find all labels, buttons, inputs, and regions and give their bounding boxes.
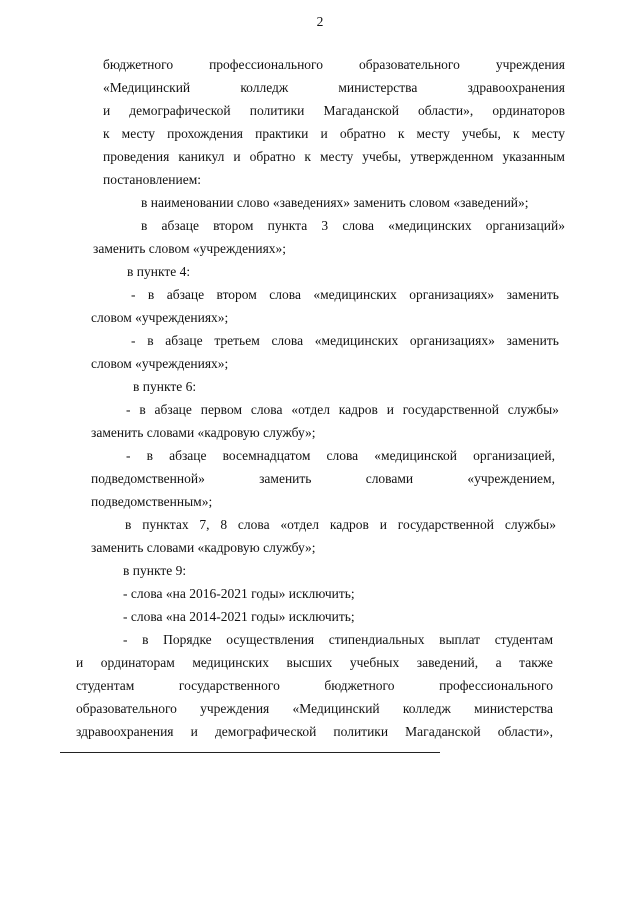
text-line (76, 655, 553, 671)
word: и (76, 655, 84, 670)
text-line: в наименовании слово «заведениях» заменить словом «заведений»; (141, 195, 529, 210)
word: учреждения (200, 701, 270, 716)
word: образовательного (76, 701, 177, 716)
word: «медицинских (313, 287, 397, 302)
word: учебы, (461, 126, 501, 141)
word: здравоохранения (467, 80, 565, 95)
word: осуществления (226, 632, 315, 647)
word: министерства (474, 701, 553, 716)
word: и (320, 126, 328, 141)
word: а (495, 655, 502, 670)
word: практики (255, 126, 309, 141)
text-line (103, 126, 565, 142)
word: пунктах (142, 517, 189, 532)
word: «отдел (291, 402, 330, 417)
word: государственной (397, 517, 495, 532)
word: учебы, (362, 149, 402, 164)
word: месту (531, 126, 565, 141)
word: и (233, 149, 241, 164)
word: слова (271, 333, 304, 348)
word: к (304, 149, 311, 164)
text-line (103, 57, 565, 73)
text-line (103, 103, 565, 119)
word: - (126, 402, 131, 417)
word: кадров (329, 517, 369, 532)
word: организациях» (409, 333, 495, 348)
word: 7, (199, 517, 210, 532)
word: области», (497, 724, 553, 739)
word: абзаце (161, 218, 199, 233)
word: колледж (402, 701, 451, 716)
text-line (103, 80, 565, 96)
word: профессионального (209, 57, 323, 72)
word: втором (213, 218, 254, 233)
word: заменить (506, 287, 559, 302)
word: подведомственной» (91, 471, 205, 486)
word: колледж (240, 80, 289, 95)
text-line (103, 149, 565, 165)
word: кадров (338, 402, 378, 417)
word: «медицинских (314, 333, 399, 348)
word: абзаце (165, 333, 203, 348)
word: Порядке (163, 632, 212, 647)
text-line (76, 701, 553, 717)
word: указанным (502, 149, 565, 164)
word: министерства (338, 80, 418, 95)
word: месту (121, 126, 156, 141)
text-line (131, 287, 559, 303)
word: и (379, 517, 387, 532)
footnote-separator (60, 752, 440, 753)
word: политики (249, 103, 305, 118)
word: «Медицинский (292, 701, 380, 716)
word: в (141, 218, 148, 233)
text-line: заменить словами «кадровую службу»; (91, 425, 316, 440)
text-line: - слова «на 2014-2021 годы» исключить; (123, 609, 355, 624)
word: абзаце (154, 402, 192, 417)
word: слова (237, 517, 270, 532)
word: медицинских (192, 655, 269, 670)
word: организациях» (409, 287, 495, 302)
word: студентам (76, 678, 135, 693)
word: прохождения (167, 126, 244, 141)
word: - (123, 632, 128, 647)
word: государственной (402, 402, 499, 417)
word: слова (342, 218, 374, 233)
word: - (126, 448, 131, 463)
word: в (125, 517, 132, 532)
word: также (519, 655, 553, 670)
text-line: в пункте 4: (127, 264, 191, 279)
word: месту (416, 126, 450, 141)
word: демографической (214, 724, 317, 739)
text-line (125, 517, 556, 533)
word: к (103, 126, 110, 141)
text-line: заменить словом «учреждениях»; (93, 241, 287, 256)
word: восемнадцатом (222, 448, 311, 463)
word: слова (326, 448, 359, 463)
word: выплат (439, 632, 481, 647)
word: слова (250, 402, 283, 417)
word: области», (417, 103, 474, 118)
word: обратно (249, 149, 296, 164)
text-line (126, 448, 555, 464)
word: слова (269, 287, 301, 302)
text-line (126, 402, 559, 418)
word: в (146, 448, 153, 463)
word: в (147, 287, 155, 302)
text-line: словом «учреждениях»; (91, 310, 229, 325)
word: службы» (507, 402, 559, 417)
word: службы» (504, 517, 556, 532)
word: и (386, 402, 394, 417)
word: Магаданской (323, 103, 399, 118)
word: высших (286, 655, 333, 670)
word: демографической (129, 103, 231, 118)
word: абзаце (169, 448, 207, 463)
word: месту (319, 149, 354, 164)
text-line (76, 724, 553, 740)
word: организаций» (485, 218, 565, 233)
word: к (512, 126, 520, 141)
word: 8 (220, 517, 228, 532)
word: словами (365, 471, 414, 486)
word: каникул (178, 149, 225, 164)
word: в (147, 333, 154, 348)
word: «медицинских (388, 218, 472, 233)
text-line: заменить словами «кадровую службу»; (91, 540, 316, 555)
word: и (103, 103, 111, 118)
word: студентам (494, 632, 553, 647)
text-line: подведомственным»; (91, 494, 213, 509)
text-line (131, 333, 559, 349)
text-line: словом «учреждениях»; (91, 356, 229, 371)
word: бюджетного (103, 57, 174, 72)
word: обратно (339, 126, 386, 141)
word: утвержденном (410, 149, 494, 164)
word: бюджетного (324, 678, 395, 693)
word: учебных (349, 655, 400, 670)
word: государственного (178, 678, 280, 693)
word: - (131, 287, 136, 302)
word: - (131, 333, 136, 348)
word: здравоохранения (76, 724, 174, 739)
word: образовательного (358, 57, 460, 72)
word: учреждения (495, 57, 565, 72)
word: пункта (267, 218, 308, 233)
word: политики (333, 724, 389, 739)
word: стипендиальных (328, 632, 425, 647)
word: первом (200, 402, 243, 417)
word: «отдел (280, 517, 320, 532)
text-line (76, 678, 553, 694)
word: ординаторов (492, 103, 565, 118)
word: Магаданской (405, 724, 481, 739)
word: в (142, 632, 149, 647)
word: заведений, (416, 655, 479, 670)
text-line (141, 218, 565, 234)
word: проведения (103, 149, 170, 164)
word: абзаце (166, 287, 205, 302)
word: заменить (259, 471, 312, 486)
word: ординаторам (100, 655, 175, 670)
text-line: - слова «на 2016-2021 годы» исключить; (123, 586, 355, 601)
text-line (91, 471, 555, 487)
word: втором (216, 287, 257, 302)
word: к (397, 126, 405, 141)
word: «медицинской (374, 448, 457, 463)
text-line: в пункте 9: (123, 563, 187, 578)
word: третьем (214, 333, 260, 348)
word: в (139, 402, 146, 417)
text-line: в пункте 6: (133, 379, 197, 394)
word: профессионального (439, 678, 553, 693)
word: 3 (321, 218, 329, 233)
word: заменить (506, 333, 559, 348)
text-line (123, 632, 553, 648)
word: «Медицинский (103, 80, 191, 95)
word: организацией, (473, 448, 555, 463)
word: и (190, 724, 198, 739)
page-number: 2 (316, 14, 324, 29)
text-line: постановлением: (103, 172, 201, 187)
word: «учреждением, (467, 471, 555, 486)
